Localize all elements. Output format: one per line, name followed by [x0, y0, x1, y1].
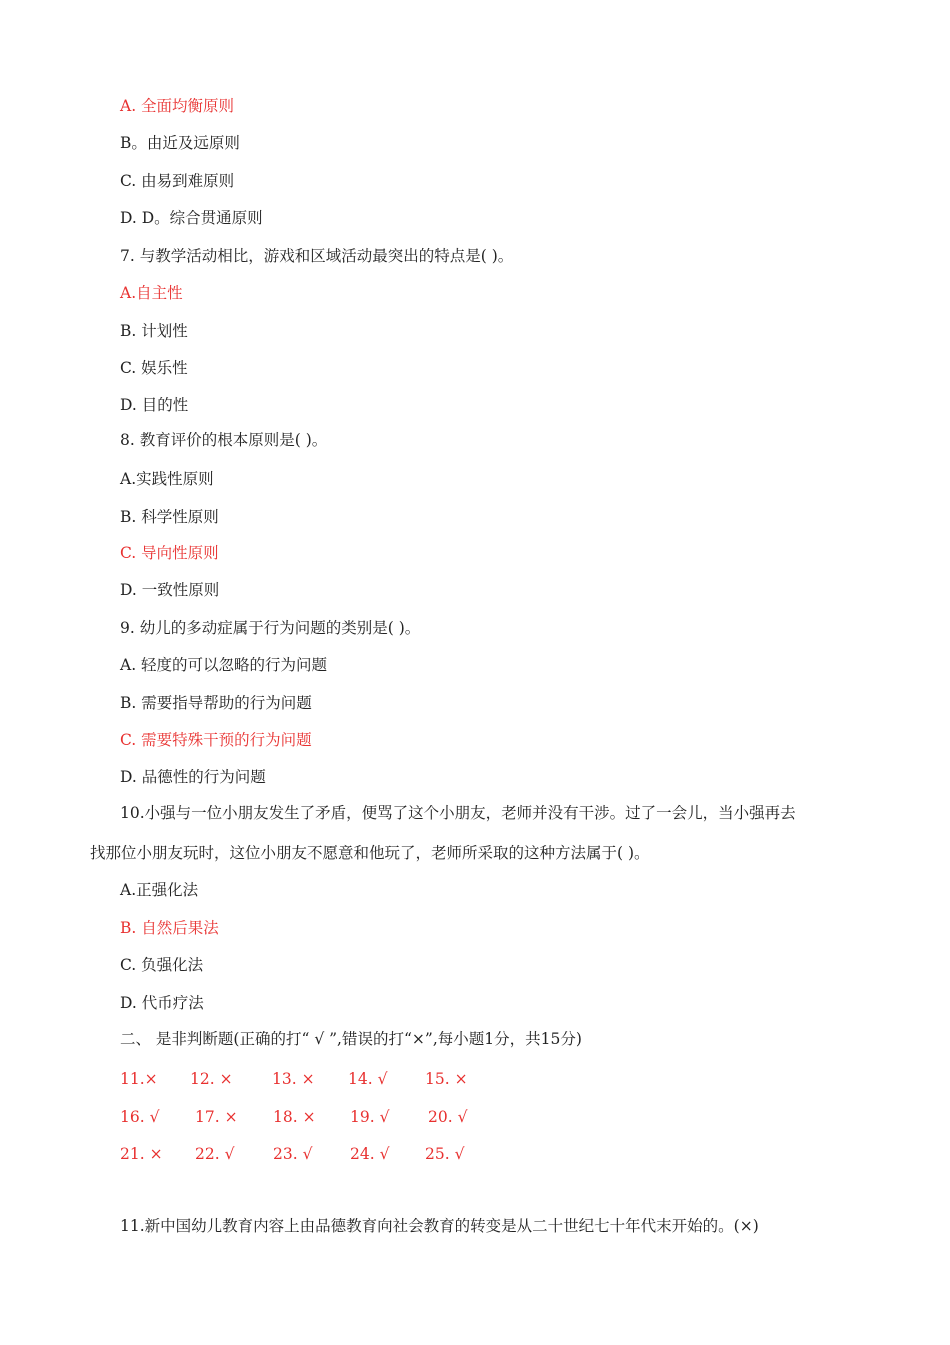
answer-24: 24. √	[350, 1145, 390, 1163]
q9-option-b: B. 需要指导帮助的行为问题	[120, 694, 312, 712]
q9-option-d: D. 品德性的行为问题	[120, 768, 266, 786]
answer-14: 14. √	[348, 1070, 388, 1088]
q9-stem: 9. 幼儿的多动症属于行为问题的类别是( )。	[120, 619, 421, 637]
q9-option-c: C. 需要特殊干预的行为问题	[120, 731, 312, 749]
answer-11: 11.×	[120, 1070, 158, 1088]
q8-option-a: A.实践性原则	[120, 470, 214, 488]
q7-option-d: D. 目的性	[120, 396, 189, 414]
q8-option-d: D. 一致性原则	[120, 581, 220, 599]
q10-option-c: C. 负强化法	[120, 956, 204, 974]
q6-option-c: C. 由易到难原则	[120, 172, 235, 190]
q7-stem: 7. 与教学活动相比，游戏和区域活动最突出的特点是( )。	[120, 247, 514, 265]
q9-option-a: A. 轻度的可以忽略的行为问题	[120, 656, 328, 674]
answer-15: 15. ×	[425, 1070, 468, 1088]
section2-heading: 二、 是非判断题(正确的打“ √ ”,错误的打“×”,每小题1分，共15分)	[120, 1030, 582, 1048]
answer-18: 18. ×	[273, 1108, 316, 1126]
answer-12: 12. ×	[190, 1070, 233, 1088]
answer-23: 23. √	[273, 1145, 313, 1163]
answer-25: 25. √	[425, 1145, 465, 1163]
q6-option-b: B。由近及远原则	[120, 134, 240, 152]
q7-option-a: A.自主性	[120, 284, 183, 302]
q8-option-c: C. 导向性原则	[120, 544, 219, 562]
q7-option-b: B. 计划性	[120, 322, 188, 340]
q10-option-a: A.正强化法	[120, 881, 199, 899]
answer-20: 20. √	[428, 1108, 468, 1126]
answer-22: 22. √	[195, 1145, 235, 1163]
q6-option-d: D. D。综合贯通原则	[120, 209, 263, 227]
q11-statement: 11.新中国幼儿教育内容上由品德教育向社会教育的转变是从二十世纪七十年代末开始的。(×)	[120, 1217, 759, 1235]
q8-option-b: B. 科学性原则	[120, 508, 219, 526]
q6-option-a: A. 全面均衡原则	[120, 97, 235, 115]
answer-16: 16. √	[120, 1108, 160, 1126]
q10-option-b: B. 自然后果法	[120, 919, 219, 937]
q8-stem: 8. 教育评价的根本原则是( )。	[120, 431, 328, 449]
answer-19: 19. √	[350, 1108, 390, 1126]
q10-option-d: D. 代币疗法	[120, 994, 204, 1012]
answer-21: 21. ×	[120, 1145, 163, 1163]
q7-option-c: C. 娱乐性	[120, 359, 188, 377]
answer-13: 13. ×	[272, 1070, 315, 1088]
q10-stem-line2: 找那位小朋友玩时，这位小朋友不愿意和他玩了，老师所采取的这种方法属于( )。	[90, 844, 650, 862]
q10-stem-line1: 10.小强与一位小朋友发生了矛盾，便骂了这个小朋友，老师并没有干涉。过了一会儿，当小强再去	[120, 804, 796, 822]
answer-17: 17. ×	[195, 1108, 238, 1126]
